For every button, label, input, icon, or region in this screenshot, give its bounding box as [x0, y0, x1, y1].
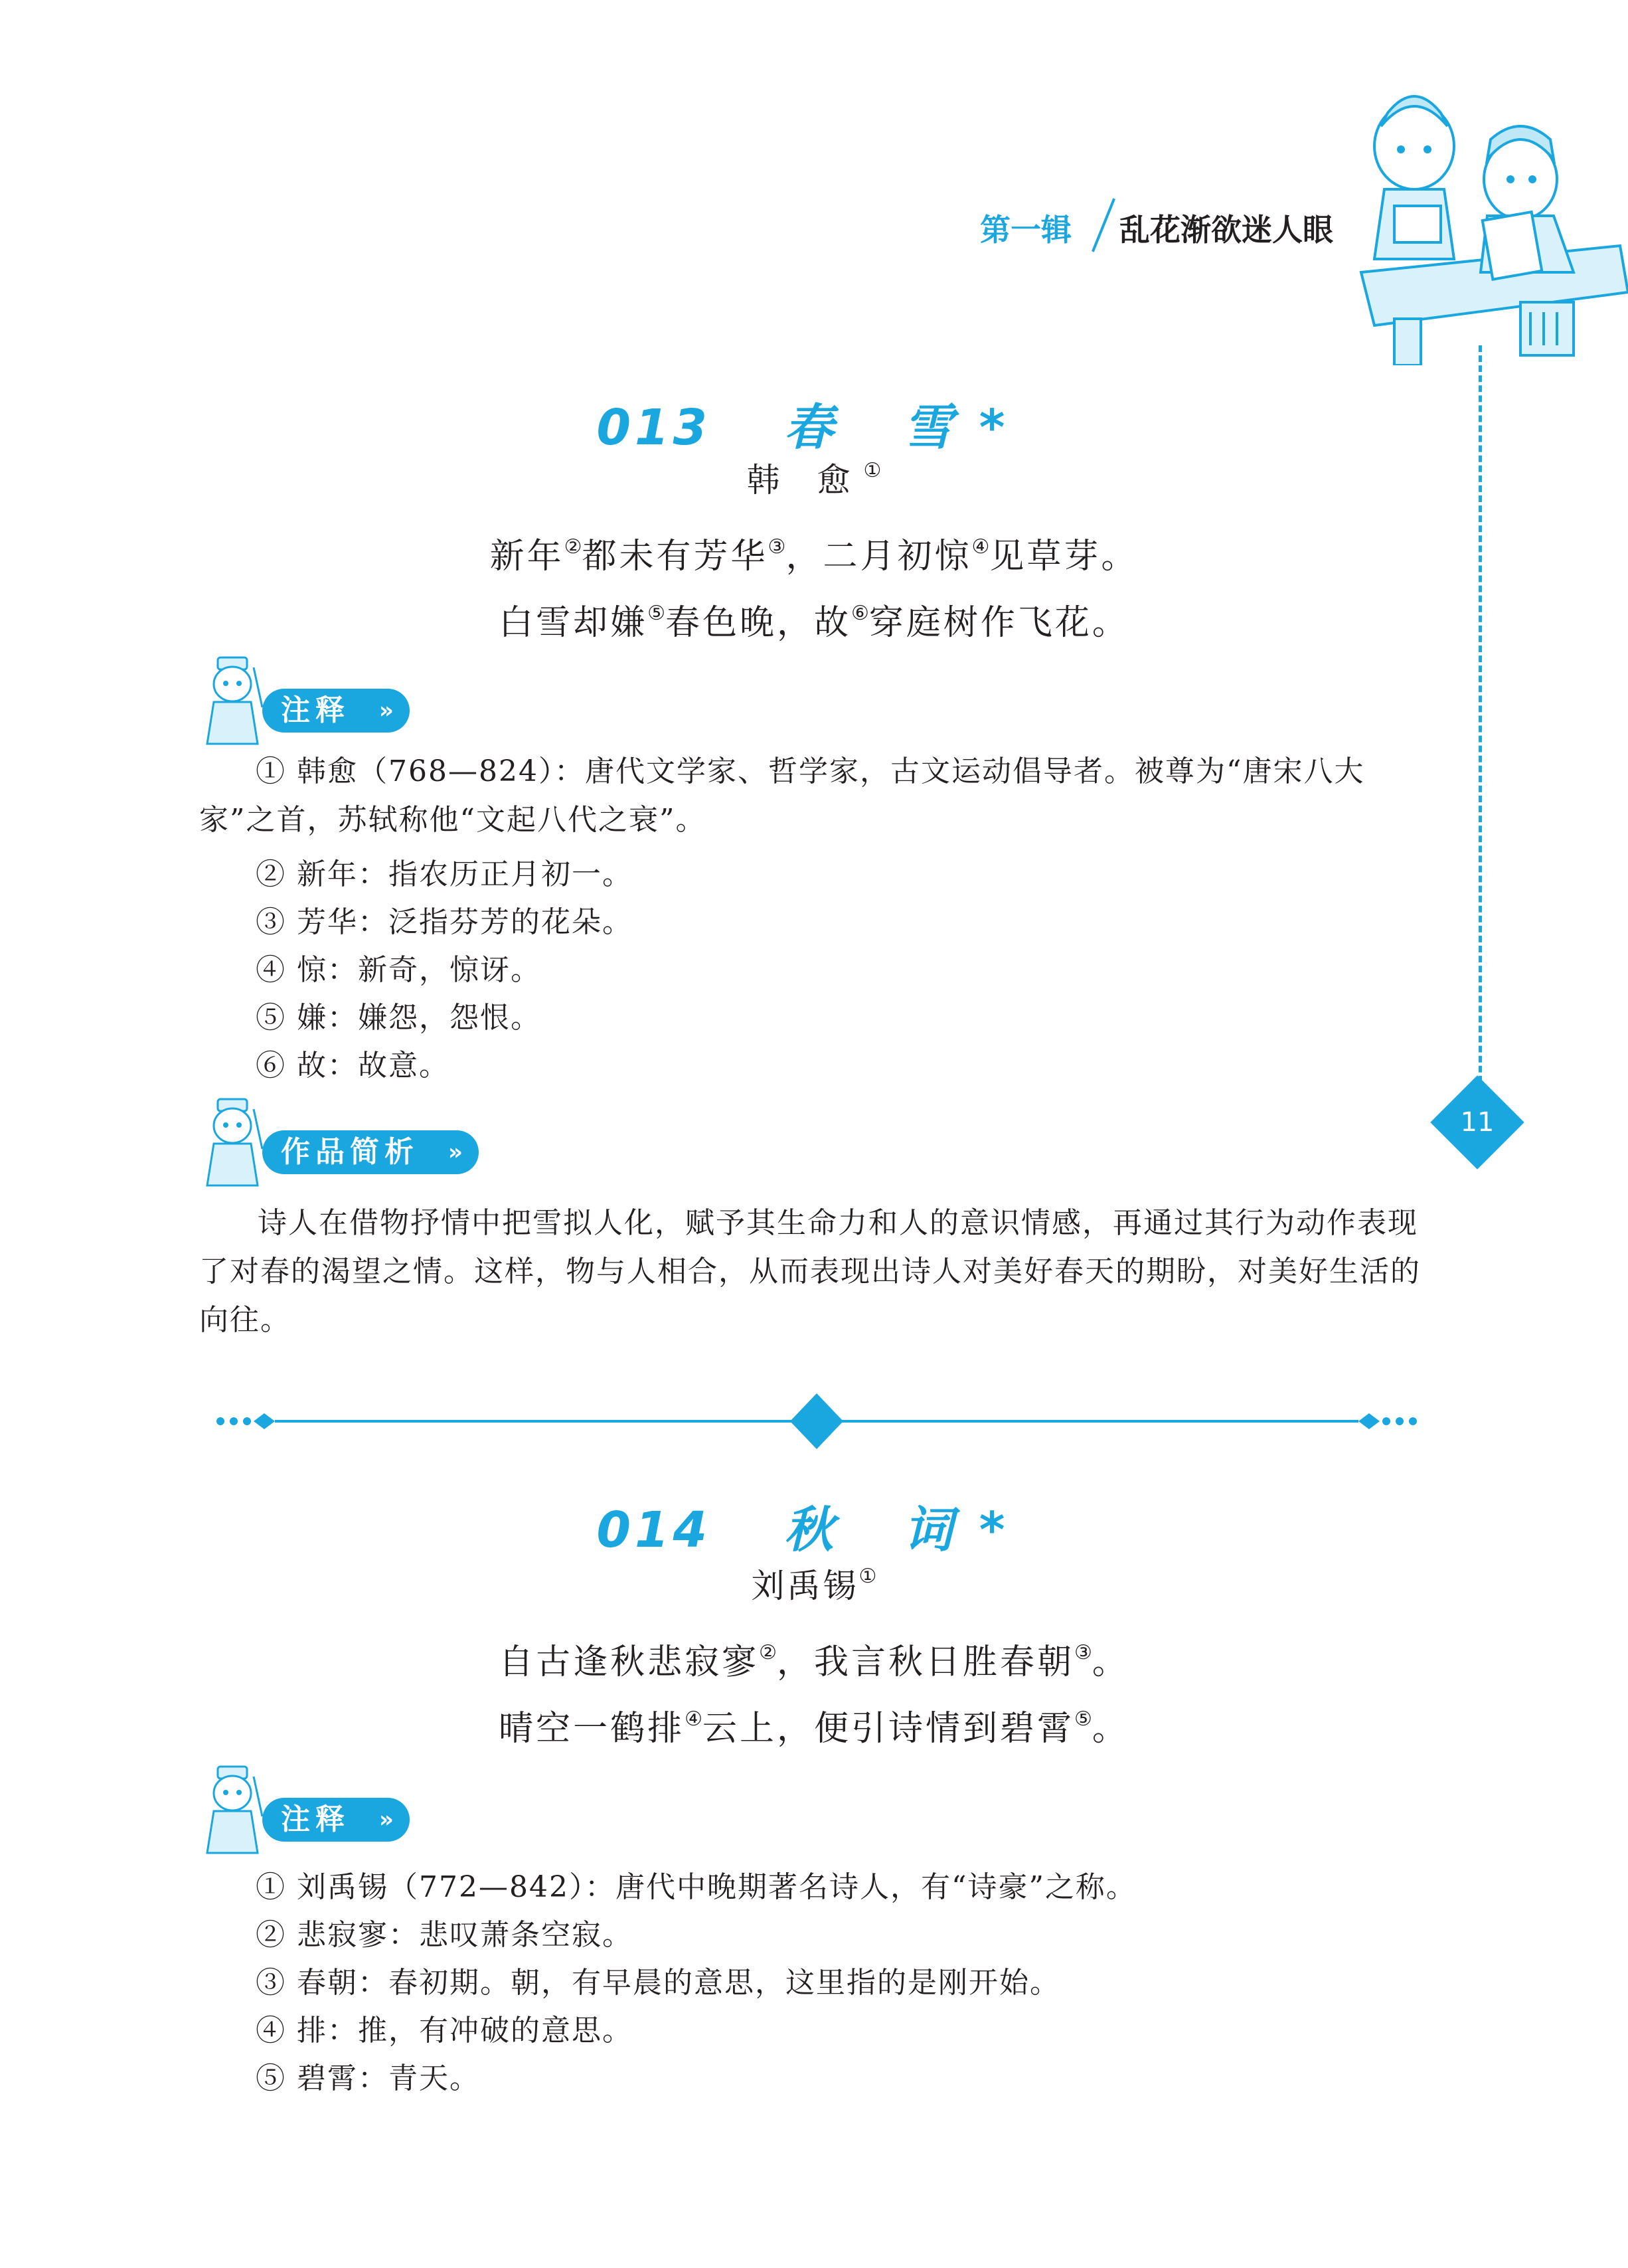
chevron-right-icon: » — [379, 1806, 394, 1833]
poem-text: 新年 — [489, 537, 564, 576]
note-item: ④ 排：推，有冲破的意思。 — [256, 2014, 633, 2048]
section-divider — [212, 1388, 1421, 1454]
poem-text: 春色晚，故 — [665, 603, 851, 643]
chapter-label: 第一辑 — [980, 212, 1072, 248]
author-name: 刘禹锡 — [751, 1567, 859, 1605]
poem-author — [0, 454, 1628, 501]
footnote-mark: ④ — [971, 535, 990, 559]
footnote-mark: ⑤ — [647, 602, 665, 625]
reading-children-illustration — [1354, 73, 1628, 365]
poem-name: 春 雪* — [784, 399, 1032, 456]
footnote-mark: ⑤ — [1074, 1707, 1092, 1731]
poem-title — [0, 389, 1628, 459]
author-name: 韩 愈 — [746, 461, 864, 499]
note-item: ① 刘禹锡（772—842）：唐代中晚期著名诗人，有“诗豪”之称。 — [256, 1870, 1137, 1904]
chevron-right-icon: » — [448, 1139, 463, 1166]
poem-line — [0, 1634, 1628, 1684]
analysis-paragraph: 诗人在借物抒情中把雪拟人化，赋予其生命力和人的意识情感，再通过其行为动作表现了对春的渴望之情。这样，物与人相合，从而表现出诗人对美好春天的期盼，对美好生活的向往。 — [199, 1206, 1421, 1337]
footnote-mark: ③ — [768, 535, 786, 559]
poem-number: 013 — [596, 399, 711, 456]
running-header — [980, 206, 1333, 250]
poem-number: 014 — [596, 1502, 711, 1559]
chapter-title: 乱花渐欲迷人眼 — [1119, 212, 1334, 248]
poem-text: 。 — [1092, 1642, 1129, 1682]
poem-text: 见草芽。 — [989, 537, 1139, 576]
footnote-mark: ② — [759, 1641, 777, 1664]
poem-text: 。 — [1092, 1709, 1129, 1749]
poem-text: ，二月初惊 — [785, 537, 972, 576]
footnote-mark: ④ — [685, 1707, 702, 1731]
analysis-heading-label: 作品简析 — [281, 1135, 419, 1169]
note-item: ④ 惊：新奇，惊讶。 — [256, 953, 541, 987]
poem-text: 云上，便引诗情到碧霄 — [702, 1709, 1074, 1749]
poem-text: 晴空一鹤排 — [499, 1709, 685, 1749]
footnote-mark: ② — [564, 535, 582, 559]
poem-name: 秋 词* — [784, 1502, 1032, 1559]
footnote-mark: ⑥ — [851, 602, 869, 625]
poem-line — [0, 528, 1628, 578]
author-footnote-mark: ① — [863, 459, 882, 482]
poem-text: 穿庭树作飞花。 — [868, 603, 1129, 643]
poem-text: ，我言秋日胜春朝 — [776, 1642, 1074, 1682]
notes-heading-label: 注释 — [281, 1802, 350, 1836]
note-item: ③ 芳华：泛指芬芳的花朵。 — [256, 905, 633, 939]
footnote-mark: ③ — [1074, 1641, 1092, 1664]
notes-heading-label: 注释 — [281, 693, 350, 727]
scholar-mascot-icon — [199, 1763, 266, 1856]
poem-text: 都未有芳华 — [582, 537, 768, 576]
notes-heading-pill — [262, 1798, 410, 1842]
author-footnote-mark: ① — [858, 1565, 877, 1588]
note-item: ③ 春朝：春初期。朝，有早晨的意思，这里指的是刚开始。 — [256, 1966, 1060, 2000]
chevron-right-icon: » — [379, 697, 394, 724]
scholar-mascot-icon — [199, 654, 266, 747]
notes-heading-pill — [262, 689, 410, 733]
note-item: ⑤ 碧霄：青天。 — [256, 2061, 480, 2095]
poem-title — [0, 1491, 1628, 1561]
poem-text: 自古逢秋悲寂寥 — [499, 1642, 760, 1682]
note-item: ② 悲寂寥：悲叹萧条空寂。 — [256, 1918, 633, 1952]
note-item: ⑥ 故：故意。 — [256, 1049, 449, 1083]
poem-author — [0, 1559, 1628, 1607]
poem-line — [0, 594, 1628, 644]
note-item: ⑤ 嫌：嫌怨，怨恨。 — [256, 1001, 541, 1035]
poem-text: 白雪却嫌 — [499, 603, 648, 643]
scholar-mascot-icon — [199, 1096, 266, 1189]
note-item: ② 新年：指农历正月初一。 — [256, 857, 633, 891]
analysis-heading-pill — [262, 1130, 479, 1174]
note-item: ① 韩愈（768—824）：唐代文学家、哲学家，古文运动倡导者。被尊为“唐宋八大家”之首，苏轼称他“文起八代之衰”。 — [199, 754, 1365, 837]
poem-line — [0, 1700, 1628, 1750]
page-number: 11 — [1460, 1107, 1495, 1138]
